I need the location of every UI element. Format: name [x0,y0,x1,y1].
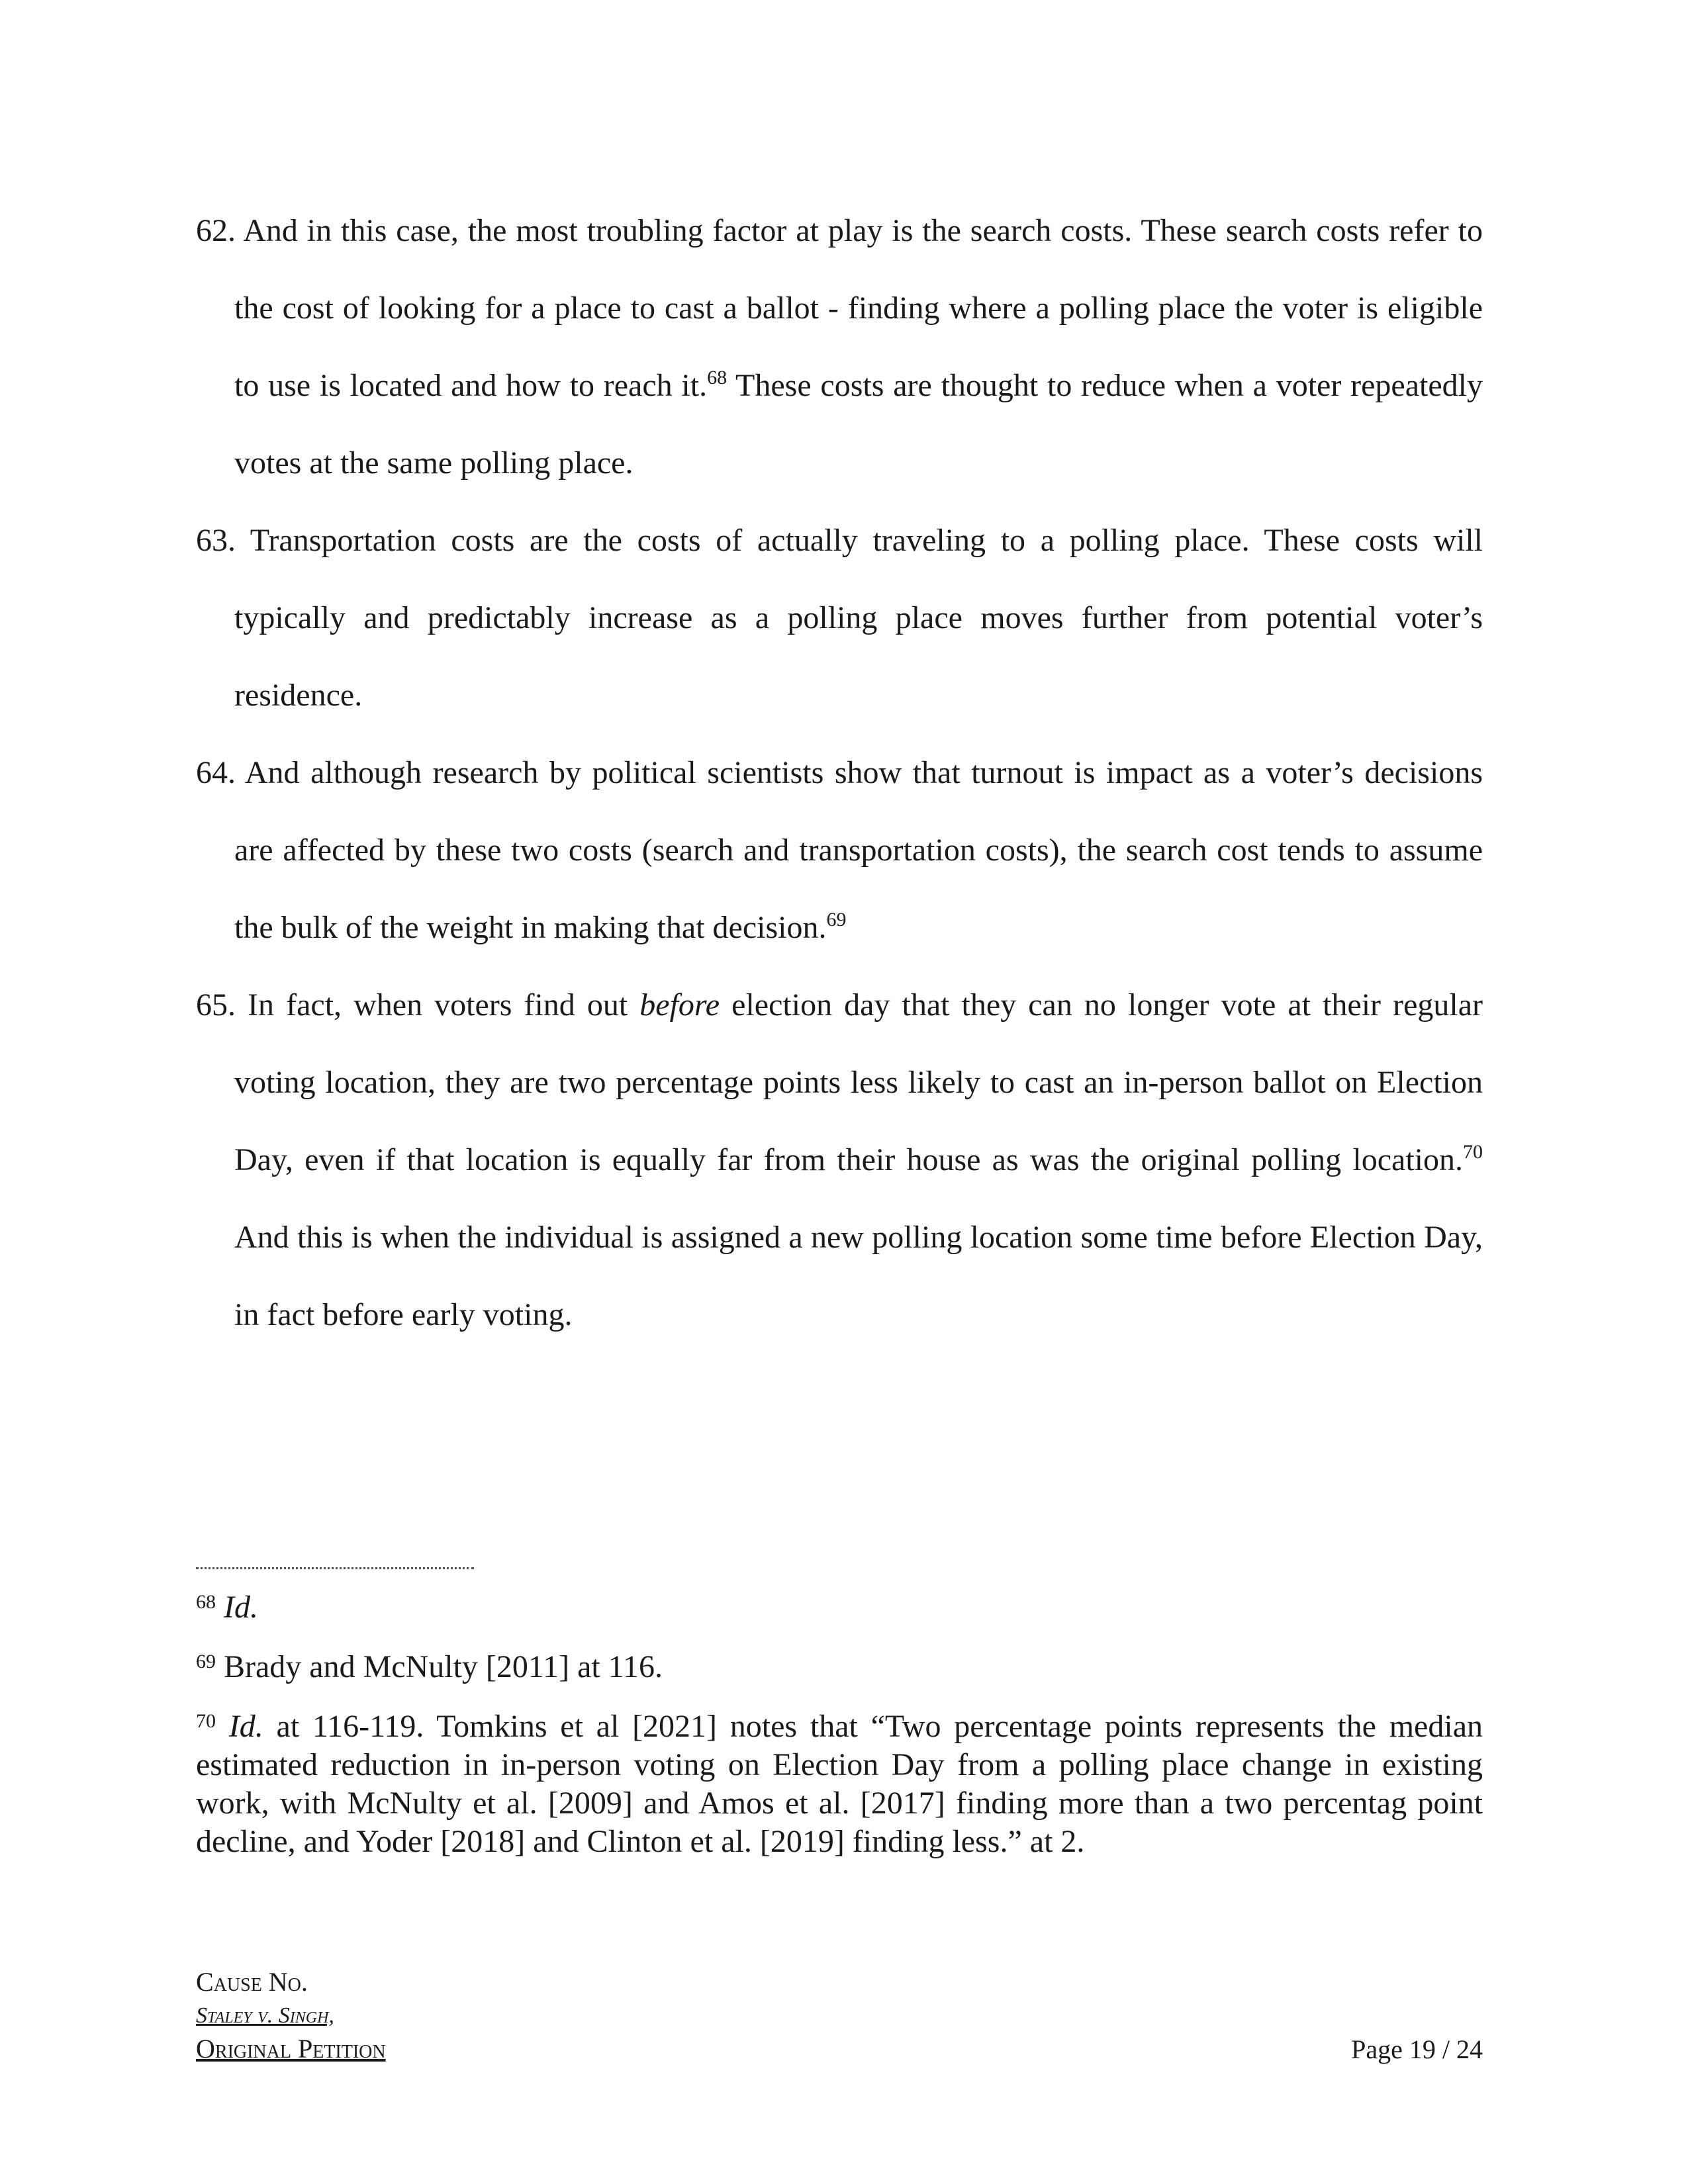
footnotes [196,1588,1483,1882]
paragraph-number: 64. [196,755,236,790]
footnote-emphasis: Id. [224,1590,258,1625]
case-caption: Staley v. Singh, [196,2003,334,2028]
paragraph-63 [196,502,1483,734]
emphasis-text: before [639,987,720,1023]
footnote-emphasis: Id. [228,1709,263,1744]
footnote-ref-69: 69 [826,909,847,931]
document-title: Original Petition [196,2034,386,2064]
paragraph-text: Transportation costs are the costs of actually traveling to a polling place. These costs will typically and predictably increase as a polling place moves further from potential voter’s residence. [234,523,1483,713]
footnote-ref-68: 68 [707,367,727,388]
paragraph-text: election day that they can no longer vote at their regular voting location, they are two percentage points less likely to cast an in-person ballot on Election Day, even if that location is equally far from their house as was the original polling location. [234,987,1483,1177]
paragraph-text: And this is when the individual is assigned a new polling location some time before Election Day, in fact before early voting. [234,1220,1483,1332]
paragraph-number: 65. [196,987,236,1023]
cause-number: Cause No. [196,1967,308,1997]
paragraph-number: 62. [196,213,236,248]
footnote-number: 68 [196,1591,216,1613]
paragraph-text: And although research by political scientists show that turnout is impact as a voter’s decisions are affected by these two costs (search and transportation costs), the search cost tends to assume the bulk of the weight in making that decision. [234,755,1483,945]
footnote-text: at 116-119. Tomkins et al [2021] notes that “Two percentage points represents the median estimated reduction in in-person voting on Election Day from a polling place change in existing work, with McNulty et al. [2009] and Amos et al. [2017] finding more than a two percentag point decline, and Yoder [2018] and Clinton et al. [2019] finding less.” at 2. [196,1709,1483,1859]
paragraph-number: 63. [196,523,236,558]
footnote-separator [196,1567,474,1569]
paragraph-62 [196,192,1483,502]
paragraph-text: And in this case, the most troubling factor at play is the search costs. These search costs refer to the cost of looking for a place to cast a ballot - finding where a polling place the voter is eligible to use is located and how to reach it. [234,213,1483,403]
page-footer [196,1964,1483,2066]
footnote-number: 70 [196,1710,216,1732]
body-text [196,192,1483,1353]
paragraph-text: In fact, when voters find out [236,987,640,1023]
footnote-number: 69 [196,1651,216,1672]
paragraph-64 [196,734,1483,966]
paragraph-65 [196,966,1483,1353]
footnote-ref-70: 70 [1463,1141,1483,1163]
footnote-68 [196,1588,1483,1627]
paragraph-text: These costs are thought to reduce when a voter repeatedly votes at the same polling place. [234,368,1483,480]
footnote-text: Brady and McNulty [2011] at 116. [216,1649,663,1684]
footnote-69 [196,1648,1483,1686]
footnote-70 [196,1707,1483,1861]
page-number: Page 19 / 24 [1351,2034,1483,2064]
